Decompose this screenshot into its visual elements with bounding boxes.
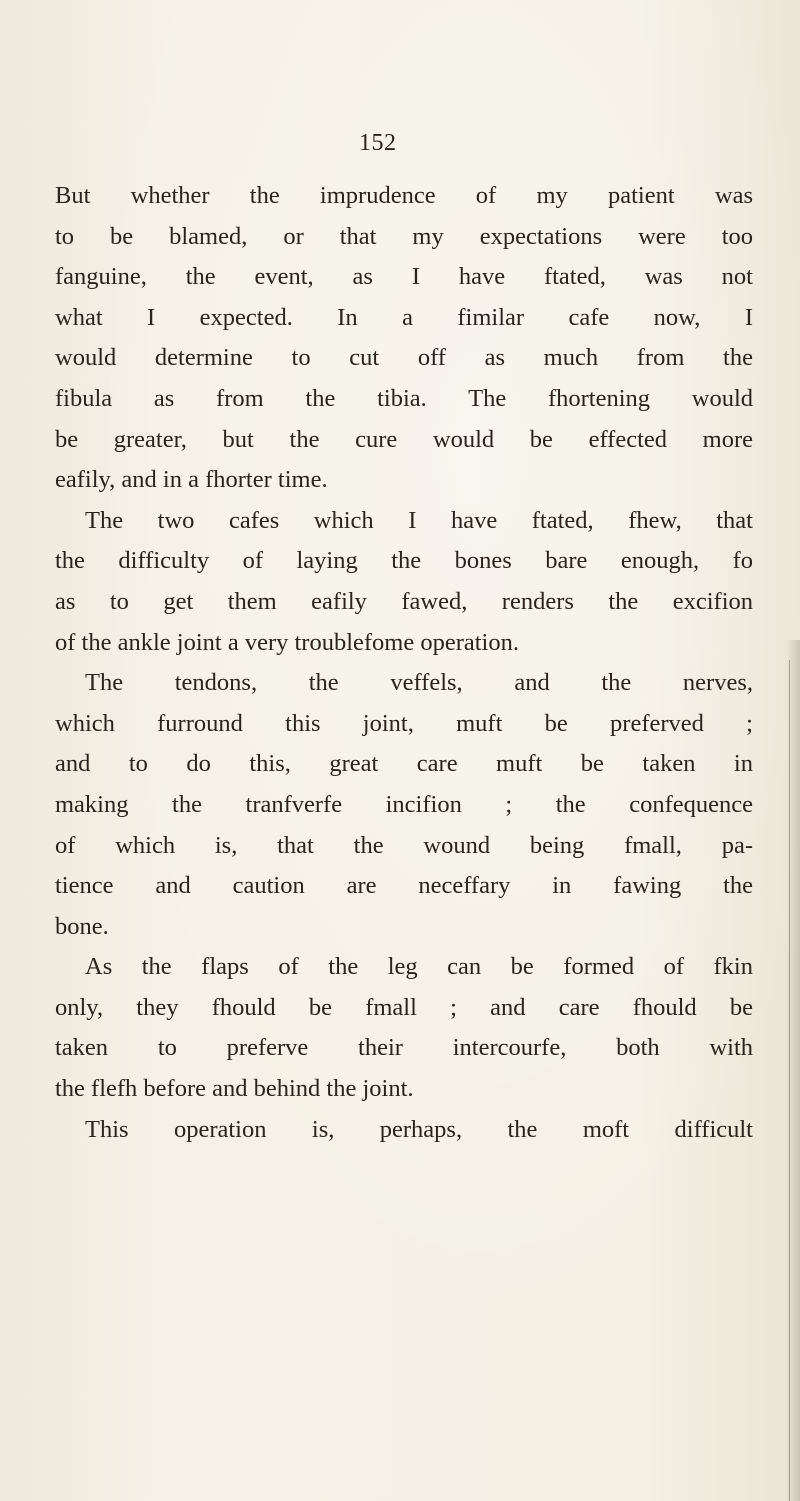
text-line: The two cafes which I have ftated, fhew, that bbox=[85, 506, 753, 534]
text-line: to be blamed, or that my expectations were too bbox=[55, 222, 753, 250]
page-edge-line bbox=[789, 660, 790, 1501]
paragraph-5 bbox=[55, 1110, 753, 1151]
paragraph-1 bbox=[55, 176, 753, 501]
paragraph-4 bbox=[55, 947, 753, 1109]
text-line: the flefh before and behind the joint. bbox=[55, 1075, 414, 1103]
text-line: the difficulty of laying the bones bare enough, fo bbox=[55, 547, 753, 575]
text-line: only, they fhould be fmall ; and care fhould be bbox=[55, 993, 753, 1021]
text-line: taken to preferve their intercourfe, both with bbox=[55, 1034, 753, 1062]
text-line: fanguine, the event, as I have ftated, was not bbox=[55, 263, 753, 291]
text-line: eafily, and in a fhorter time. bbox=[55, 466, 328, 494]
text-line: The tendons, the veffels, and the nerves, bbox=[85, 669, 753, 697]
text-line: making the tranfverfe incifion ; the confequence bbox=[55, 790, 753, 818]
text-line: bone. bbox=[55, 912, 109, 940]
text-line: This operation is, perhaps, the moft difficult bbox=[85, 1115, 753, 1143]
page-number: 152 bbox=[359, 130, 397, 156]
text-line: be greater, but the cure would be effected more bbox=[55, 425, 753, 453]
text-line: fibula as from the tibia. The fhortening would bbox=[55, 384, 753, 412]
text-line: which furround this joint, muft be preferved ; bbox=[55, 709, 753, 737]
text-line: As the flaps of the leg can be formed of fkin bbox=[85, 953, 753, 981]
text-line: would determine to cut off as much from the bbox=[55, 344, 753, 372]
text-line: as to get them eafily fawed, renders the excifion bbox=[55, 587, 753, 615]
text-line: But whether the imprudence of my patient was bbox=[55, 182, 753, 209]
text-line: and to do this, great care muft be taken in bbox=[55, 750, 753, 778]
text-line: of the ankle joint a very troublefome operation. bbox=[55, 628, 519, 656]
paragraph-2 bbox=[55, 501, 753, 663]
paragraph-3 bbox=[55, 663, 753, 947]
text-line: what I expected. In a fimilar cafe now, I bbox=[55, 303, 753, 331]
text-line: tience and caution are neceffary in fawing the bbox=[55, 872, 753, 900]
body-text bbox=[55, 176, 753, 1150]
text-line: of which is, that the wound being fmall, pa- bbox=[55, 831, 753, 859]
